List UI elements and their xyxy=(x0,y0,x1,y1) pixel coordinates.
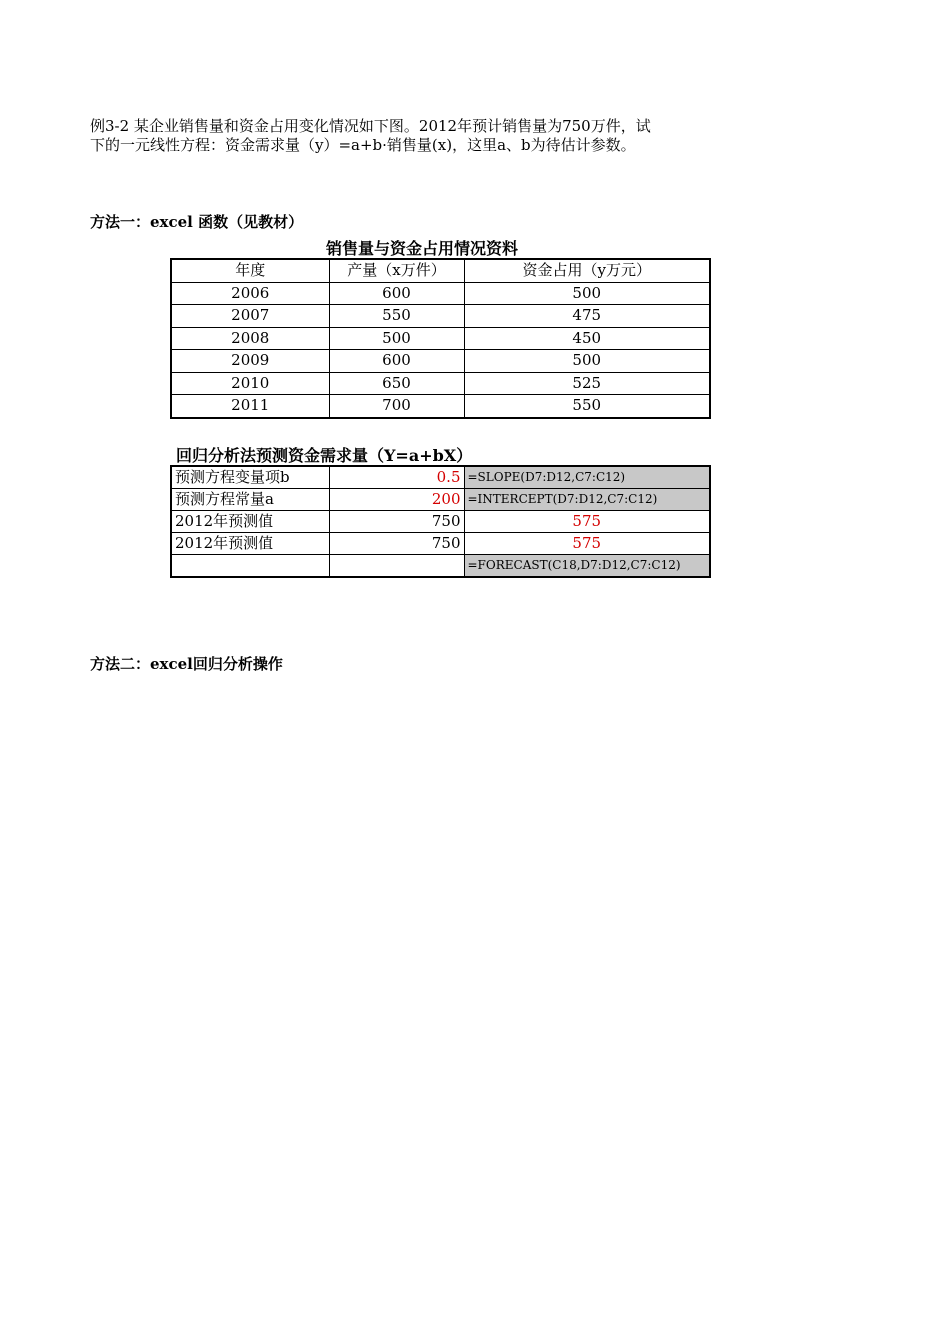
method-two-heading: 方法二：excel回归分析操作 xyxy=(90,655,283,673)
table-row xyxy=(171,489,710,511)
output-cell: 550 xyxy=(329,305,464,328)
formula-cell: =INTERCEPT(D7:D12,C7:C12) xyxy=(464,489,710,511)
year-cell: 2011 xyxy=(171,395,329,418)
label-cell: 2012年预测值 xyxy=(171,533,329,555)
label-cell: 预测方程常量a xyxy=(171,489,329,511)
capital-cell: 525 xyxy=(464,372,710,395)
header-capital: 资金占用（y万元） xyxy=(464,259,710,282)
capital-cell: 500 xyxy=(464,350,710,373)
data-table-title: 销售量与资金占用情况资料 xyxy=(326,239,519,258)
capital-cell: 550 xyxy=(464,395,710,418)
formula-cell: =SLOPE(D7:D12,C7:C12) xyxy=(464,466,710,489)
table-row xyxy=(171,282,710,305)
output-cell: 650 xyxy=(329,372,464,395)
method-one-heading: 方法一：excel 函数（见教材） xyxy=(90,213,304,231)
table-row xyxy=(171,533,710,555)
output-cell: 600 xyxy=(329,282,464,305)
table-row xyxy=(171,466,710,489)
year-cell: 2010 xyxy=(171,372,329,395)
table-header-row xyxy=(171,259,710,282)
output-cell: 500 xyxy=(329,327,464,350)
table-row xyxy=(171,555,710,578)
table-row xyxy=(171,327,710,350)
value-cell: 0.5 xyxy=(329,466,464,489)
forecast-result-cell: 575 xyxy=(464,511,710,533)
sales-capital-table xyxy=(170,258,711,419)
value-cell: 750 xyxy=(329,533,464,555)
output-cell: 700 xyxy=(329,395,464,418)
label-cell: 2012年预测值 xyxy=(171,511,329,533)
year-cell: 2008 xyxy=(171,327,329,350)
label-cell xyxy=(171,555,329,578)
capital-cell: 450 xyxy=(464,327,710,350)
year-cell: 2007 xyxy=(171,305,329,328)
value-cell: 750 xyxy=(329,511,464,533)
regression-table-title: 回归分析法预测资金需求量（Y=a+bX） xyxy=(176,446,473,465)
table-row xyxy=(171,511,710,533)
output-cell: 600 xyxy=(329,350,464,373)
header-year: 年度 xyxy=(171,259,329,282)
table-row xyxy=(171,372,710,395)
formula-cell: =FORECAST(C18,D7:D12,C7:C12) xyxy=(464,555,710,578)
header-output: 产量（x万件） xyxy=(329,259,464,282)
table-row xyxy=(171,350,710,373)
capital-cell: 475 xyxy=(464,305,710,328)
intro-line-2: 下的一元线性方程：资金需求量（y）=a+b·销售量(x)，这里a、b为待估计参数。 xyxy=(90,136,636,154)
year-cell: 2006 xyxy=(171,282,329,305)
forecast-result-cell: 575 xyxy=(464,533,710,555)
regression-table xyxy=(170,465,711,578)
value-cell: 200 xyxy=(329,489,464,511)
value-cell xyxy=(329,555,464,578)
table-row xyxy=(171,305,710,328)
capital-cell: 500 xyxy=(464,282,710,305)
intro-text xyxy=(90,117,810,155)
table-row xyxy=(171,395,710,418)
year-cell: 2009 xyxy=(171,350,329,373)
label-cell: 预测方程变量项b xyxy=(171,466,329,489)
intro-line-1: 例3-2 某企业销售量和资金占用变化情况如下图。2012年预计销售量为750万件，试 xyxy=(90,117,651,135)
